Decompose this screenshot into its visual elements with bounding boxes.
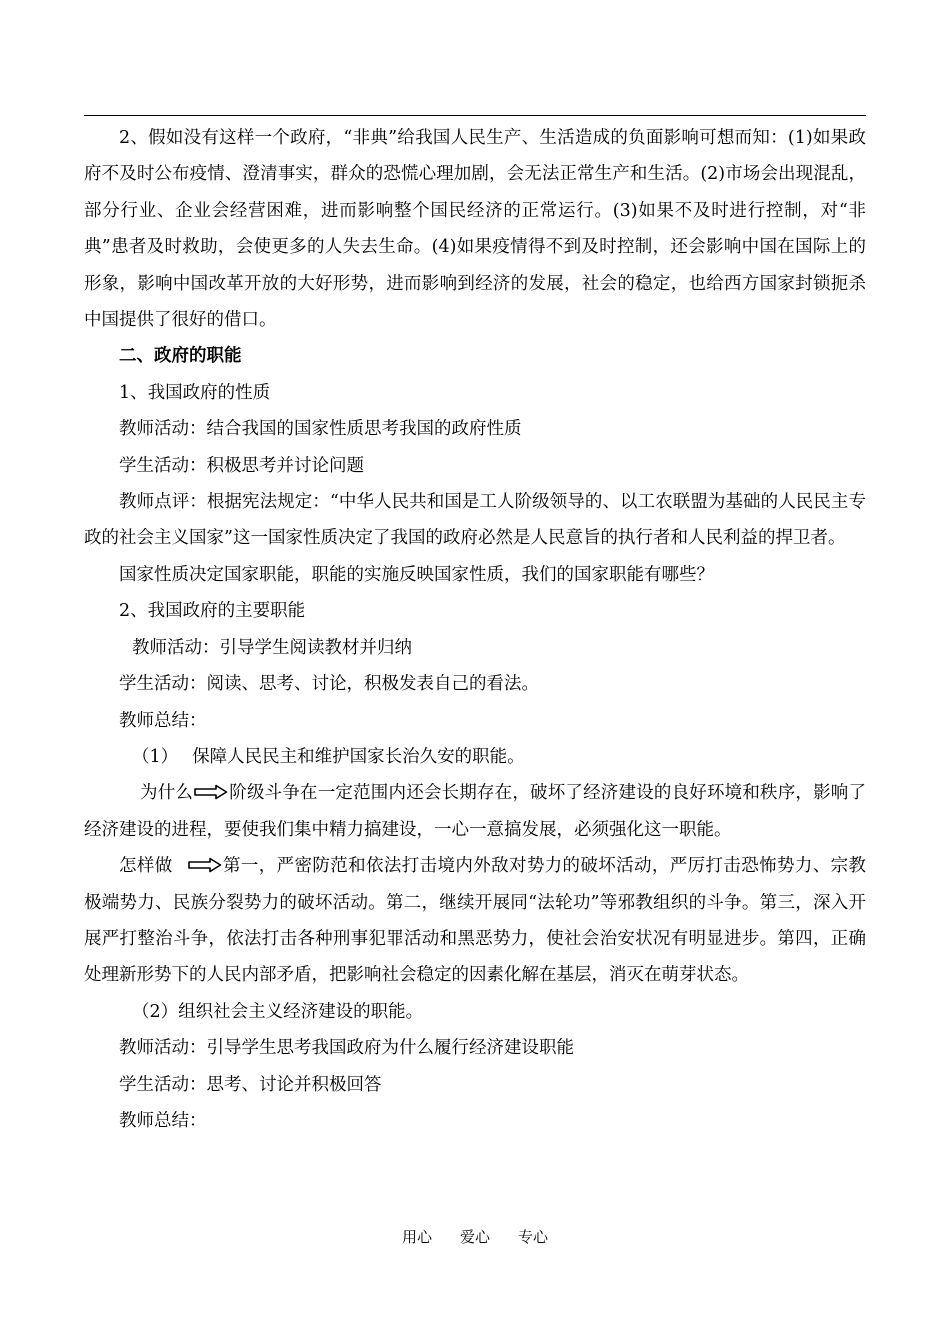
how-label: 怎样做 <box>119 856 173 877</box>
teacher-summary-2: 教师总结： <box>119 1110 207 1131</box>
teacher-activity-3: 教师活动：引导学生思考我国政府为什么履行经济建设职能 <box>119 1038 574 1059</box>
section-heading-government-functions: 二、政府的职能 <box>119 346 242 367</box>
why-text: 阶级斗争在一定范围内还会长期存在，破坏了经济建设的良好环境和秩序，影响了经济建设的进程，要使我们集中精力搞建设，一心一意搞发展，必须强化这一职能。 <box>84 783 866 840</box>
subheading-government-nature: 1、我国政府的性质 <box>119 382 271 403</box>
question-paragraph: 国家性质决定国家职能，职能的实施反映国家性质，我们的国家职能有哪些？ <box>119 564 714 585</box>
how-paragraph <box>84 848 866 994</box>
footer-word-3: 专心 <box>518 1228 549 1246</box>
function-1-text: 保障人民民主和维护国家长治久安的职能。 <box>192 746 525 767</box>
why-label: 为什么 <box>140 783 194 804</box>
teacher-activity-2: 教师活动：引导学生阅读教材并归纳 <box>132 637 412 658</box>
student-activity-3: 学生活动：思考、讨论并积极回答 <box>119 1074 382 1095</box>
function-2: （2）组织社会主义经济建设的职能。 <box>132 1001 424 1022</box>
footer-word-2: 爱心 <box>459 1228 490 1246</box>
header-rule <box>84 115 866 116</box>
how-text: 第一，严密防范和依法打击境内外敌对势力的破坏活动，严厉打击恐怖势力、宗教极端势力、民族分裂势力的破坏活动。第二，继续开展同“法轮功”等邪教组织的斗争。第三，深入开展严打整治斗争，依法打击各种刑事犯罪活动和黑恶势力，使社会治安状况有明显进步。第四，正确处理新形势下的人民内部矛盾，把影响社会稳定的因素化解在基层，消灭在萌芽状态。 <box>84 856 867 986</box>
right-arrow-icon <box>194 784 228 800</box>
page-footer <box>0 1226 950 1248</box>
student-activity-1: 学生活动：积极思考并讨论问题 <box>119 455 364 476</box>
footer-word-1: 用心 <box>401 1228 432 1246</box>
document-body <box>84 120 866 1139</box>
right-arrow-icon <box>188 857 222 873</box>
paragraph-impact: 2、假如没有这样一个政府，“非典”给我国人民生产、生活造成的负面影响可想而知：(1)如果政府不及时公布疫情、澄清事实，群众的恐慌心理加剧，会无法正常生产和生活。(2)市场会出现混乱，部分行业、企业会经营困难，进而影响整个国民经济的正常运行。(3)如果不及时进行控制，对“非典”患者及时救助，会使更多的人失去生命。(4)如果疫情得不到及时控制，还会影响中国在国际上的形象，影响中国改革开放的大好形势，进而影响到经济的发展，社会的稳定，也给西方国家封锁扼杀中国提供了很好的借口。 <box>84 128 866 331</box>
teacher-summary-1: 教师总结： <box>119 710 207 731</box>
subheading-main-functions: 2、我国政府的主要职能 <box>119 601 306 622</box>
function-1 <box>84 739 866 775</box>
student-activity-2: 学生活动：阅读、思考、讨论，积极发表自己的看法。 <box>119 674 539 695</box>
teacher-activity-1: 教师活动：结合我国的国家性质思考我国的政府性质 <box>119 419 522 440</box>
function-1-number: （1） <box>132 746 179 767</box>
teacher-comment: 教师点评：根据宪法规定：“中华人民共和国是工人阶级领导的、以工农联盟为基础的人民民主专政的社会主义国家”这一国家性质决定了我国的政府必然是人民意旨的执行者和人民利益的捍卫者。 <box>84 492 866 549</box>
why-paragraph <box>84 775 866 848</box>
